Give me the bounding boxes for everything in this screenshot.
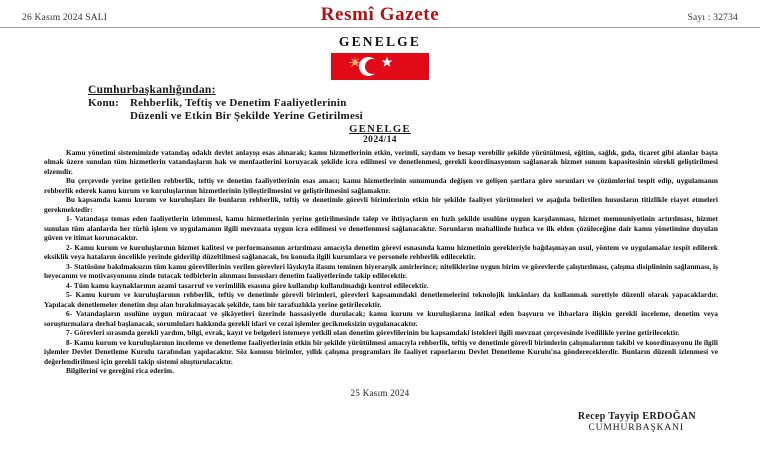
- issuer-line: Cumhurbaşkanlığından:: [88, 84, 216, 96]
- masthead-title: Resmî Gazete: [320, 4, 440, 25]
- subject-row: [88, 97, 760, 123]
- paragraph-item-1: 1- Vatandaşa temas eden faaliyetlerin izlenmesi, kamu hizmetlerinin yerine getirilmesinde talep ve ihtiyaçların en hızlı şekilde usulüne uygun karşılanması, hizmet memnuniyetinin artırılması, hizmet sunulan tüm alanlarda her türlü işlem ve uygulamanın ilgili mevzuata uygun icra edilmesi ve denetlenmesi sağlanacaktır. Sorunların mahallinde hızlıca ve ilk elden çözüleceğine dair kamu yönetimine duyulan güven ve itimat korunacaktır.: [44, 214, 718, 243]
- subject-text-line-2: Düzenli ve Etkin Bir Şekilde Yerine Getirilmesi: [129, 109, 363, 122]
- document-kind-heading: GENELGE: [338, 34, 422, 49]
- paragraph-item-7: 7- Görevleri sırasında gerekli yardım, bilgi, evrak, kayıt ve belgeleri istemeye yetkili olan denetim görevlilerinin bu kapsamdaki istekleri ilgili mevzuat çerçevesinde ivedilikle yerine getirilecektir.: [66, 328, 680, 338]
- circular-title: GENELGE: [349, 123, 411, 135]
- signature-date: 25 Kasım 2024: [350, 387, 410, 398]
- paragraph-closing: Bilgilerini ve gereğini rica ederim.: [66, 366, 175, 376]
- paragraph-item-3: 3- Statüsüne bakılmaksızın tüm kamu görevlilerinin verilen görevleri lâyıkıyla ifasını teminen hiyerarşik amirlerince; niteliklerine uygun birim ve görevlerde çalıştırılması, çalışma disiplininin sağlanması, iş heyecanını ve motivasyonunu zinde tutacak tedbirlerin alınması hususları denetim faaliyetlerinde takip edilecektir.: [44, 261, 718, 281]
- paragraph-item-4: 4- Tüm kamu kaynaklarının azami tasarruf ve verimlilik esasına göre kullanılıp kullanılmadığı kontrol edilecektir.: [66, 280, 429, 290]
- subject-text-line-1: Rehberlik, Teftiş ve Denetim Faaliyetlerinin: [129, 97, 347, 109]
- paragraph-item-2: 2- Kamu kurum ve kuruluşlarının hizmet kalitesi ve performansının artırılması amacıyla denetim görevi esnasında kamu hizmetinin gerekleriyle bağdaşmayan usul, yöntem ve uygulamalar tespit edilerek eksiklik veya hataların öncelikle yerinde giderilip düzeltilmesi sağlanacak, bu konuda ilgili kurumlara ve personele rehberlik edilecektir.: [44, 242, 718, 262]
- subject-label: Konu:: [88, 97, 119, 109]
- subject-text: [130, 97, 363, 123]
- paragraph-item-8: 8- Kamu kurum ve kuruluşlarının inceleme ve denetleme faaliyetlerinin etkin bir şekilde yürütülmesi amacıyla rehberlik, teftiş ve denetimle görevli birimlerin çalışmalarının takibi ve koordinasyonu ile ilgili işlemler Devlet Denetleme Kurulu tarafından yapılacaktır. Söz konusu birimler, yıllık çalışma programları ile faaliyet raporlarını Devlet Denetleme Kurulu'na göndereceklerdir. Bunların düzenli izlenmesi ve değerlendirilmesi için gerekli takip sistemi oluşturulacaktır.: [44, 337, 718, 366]
- issuer-block: [0, 84, 760, 123]
- paragraph-item-5: 5- Kamu kurum ve kuruluşlarının rehberlik, teftiş ve denetimle görevli birimleri, görevleri kapsamındaki denetlemelerini teknolojik imkânları da kullanmak suretiyle düzenli olarak yapacaklardır. Yapılacak denetlemeler denetim dışı alan bırakılmayacak şekilde, tam bir tarafsızlıkla yerine getirilecektir.: [44, 290, 718, 309]
- turkish-flag-icon: [331, 53, 429, 80]
- crescent-cutout: [365, 59, 380, 74]
- masthead: [0, 0, 760, 28]
- paragraph-item-6: 6- Vatandaşların usulüne uygun müracaat ve şikâyetleri üzerinde hassasiyetle durulacak; kamu kurum ve kuruluşlarına intikal eden başvuru ve ihbarlara ilişkin gerekli inceleme, denetim veya soruşturmalara derhal başlanacak, sorumluları hakkında gerekli idari ve cezai işlemler gecikmeksizin uygulanacaktır.: [44, 309, 718, 328]
- signature-block: [0, 411, 760, 433]
- flag-container: [0, 53, 760, 80]
- paragraph: Bu çerçevede yerine getirilen rehberlik, teftiş ve denetim faaliyetlerinin esas amacı; kamu hizmetlerinin sunumunda değişen ve gelişen şartlara göre sorunları ve çözümlerini tespit edip, uygulamanın rehberlik ederek kamu kurum ve kuruluşlarının hizmetlerinin iyileştirilmesini ve geliştirilmesini sağlamaktır.: [44, 176, 718, 195]
- paragraph: Kamu yönetimi sistemimizde vatandaş odaklı devlet anlayışı esas alınarak; kamu hizmetlerinin etkin, verimli, saydam ve hesap verebilir şekilde yürütülmesi, eğitim, sağlık, gıda, ticaret gibi alanlar başta olmak üzere sunulan tüm hizmetlerin vatandaşların hak ve menfaatlerini koruyacak şekilde icra edilmesi ve denetlenmesi, gerekli koordinasyonun sağlanarak hizmet sunum kapasitesinin sürekli geliştirilmesi elzemdir.: [44, 147, 718, 176]
- body-text: [0, 145, 760, 376]
- signer-name: Recep Tayyip ERDOĞAN: [577, 410, 696, 422]
- signer-role: CUMHURBAŞKANI: [588, 422, 684, 433]
- paragraph: Bu kapsamda kamu kurum ve kuruluşları ile bunların rehberlik, teftiş ve denetimle görevli birimlerinin etkin bir şekilde faaliyet yürütmeleri ve aşağıda belirtilen hususların titizlikle riayet etmeleri gerekmektedir:: [44, 195, 718, 214]
- masthead-date: 26 Kasım 2024 SALI: [22, 13, 108, 23]
- circular-number: 2024/14: [363, 134, 397, 145]
- masthead-issue-number: Sayı : 32734: [687, 13, 738, 23]
